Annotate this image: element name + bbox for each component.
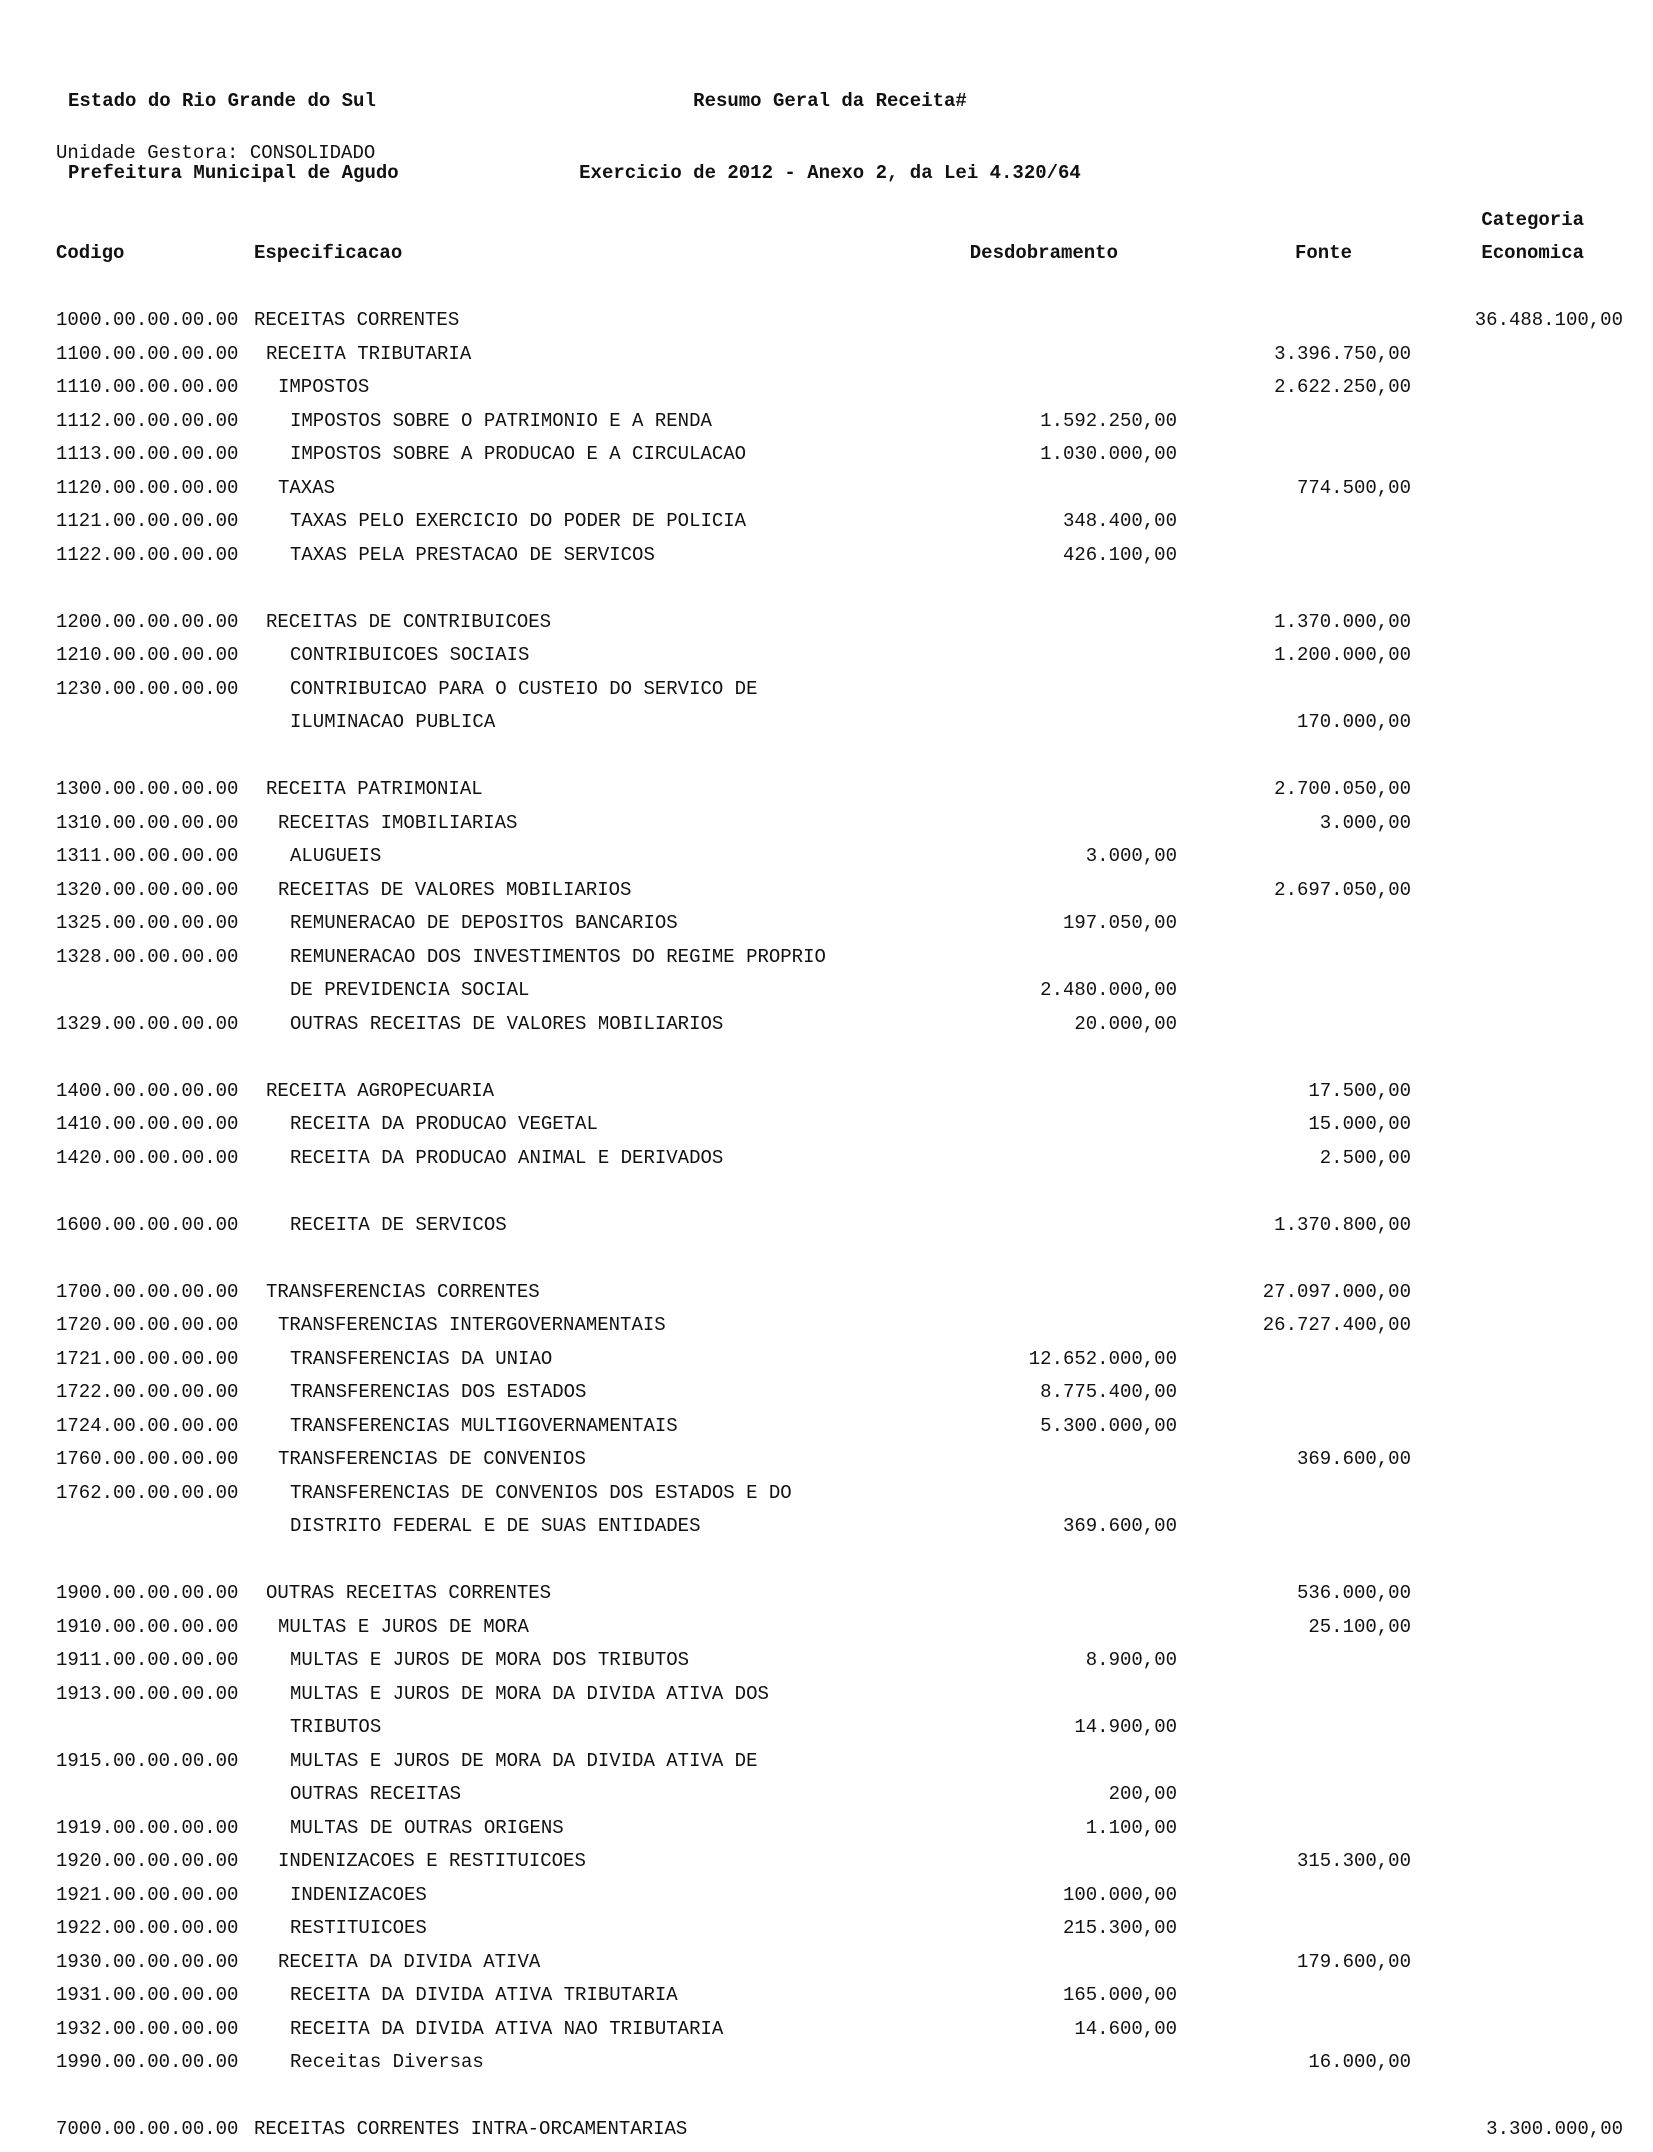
row-specification: RECEITA DA PRODUCAO ANIMAL E DERIVADOS bbox=[290, 1146, 724, 1169]
state-name: Estado do Rio Grande do Sul bbox=[68, 90, 376, 112]
row-specification: RECEITA PATRIMONIAL bbox=[266, 778, 483, 800]
table-row bbox=[56, 677, 1596, 711]
row-code: 1120.00.00.00.00 bbox=[56, 476, 239, 499]
row-fonte: 15.000,00 bbox=[1308, 1113, 1411, 1135]
row-code: 1760.00.00.00.00 bbox=[56, 1448, 239, 1470]
row-code: 1915.00.00.00.00 bbox=[56, 1749, 239, 1772]
row-code: 1931.00.00.00.00 bbox=[56, 1984, 239, 2006]
row-desdobramento: 2.480.000,00 bbox=[1040, 979, 1177, 1001]
row-fonte: 16.000,00 bbox=[1308, 2051, 1411, 2073]
row-fonte: 2.500,00 bbox=[1319, 1146, 1411, 1169]
row-code: 1230.00.00.00.00 bbox=[56, 677, 239, 700]
row-fonte: 26.727.400,00 bbox=[1262, 1314, 1411, 1336]
row-code: 1600.00.00.00.00 bbox=[56, 1213, 239, 1236]
row-specification: MULTAS E JUROS DE MORA DA DIVIDA ATIVA DE bbox=[290, 1749, 758, 1772]
row-desdobramento: 215.300,00 bbox=[1062, 1917, 1177, 1939]
row-categoria-economica: 3.300.000,00 bbox=[1486, 2118, 1623, 2140]
row-fonte: 369.600,00 bbox=[1296, 1448, 1411, 1470]
table-row bbox=[56, 1682, 1596, 1716]
row-code: 1400.00.00.00.00 bbox=[56, 1079, 239, 1102]
row-desdobramento: 1.100,00 bbox=[1085, 1816, 1177, 1839]
row-specification: RECEITA DA DIVIDA ATIVA NAO TRIBUTARIA bbox=[290, 2017, 724, 2040]
row-specification: INDENIZACOES bbox=[290, 1883, 427, 1906]
row-fonte: 1.200.000,00 bbox=[1274, 644, 1411, 666]
row-specification: RECEITAS CORRENTES bbox=[254, 309, 460, 331]
table-row bbox=[56, 610, 1596, 644]
table-row bbox=[56, 1012, 1596, 1046]
table-row bbox=[56, 978, 1596, 1012]
table-row bbox=[56, 1849, 1596, 1883]
table-row bbox=[56, 1146, 1596, 1180]
row-desdobramento: 12.652.000,00 bbox=[1028, 1347, 1177, 1370]
table-row bbox=[56, 1883, 1596, 1917]
revenue-table bbox=[56, 308, 1623, 2151]
row-code: 7000.00.00.00.00 bbox=[56, 2118, 239, 2140]
row-spacer bbox=[56, 1179, 1596, 1213]
table-row bbox=[56, 1280, 1596, 1314]
row-code: 1329.00.00.00.00 bbox=[56, 1012, 239, 1035]
table-row bbox=[56, 1581, 1596, 1615]
report-title: Resumo Geral da Receita# bbox=[693, 90, 967, 112]
row-specification: Receitas Diversas bbox=[290, 2051, 484, 2073]
table-row bbox=[56, 543, 1596, 577]
table-row bbox=[56, 878, 1596, 912]
table-row bbox=[56, 945, 1596, 979]
row-desdobramento: 14.600,00 bbox=[1074, 2017, 1177, 2040]
row-specification: TRANSFERENCIAS MULTIGOVERNAMENTAIS bbox=[290, 1414, 678, 1437]
row-code: 1210.00.00.00.00 bbox=[56, 644, 239, 666]
row-specification: RECEITA DA DIVIDA ATIVA bbox=[278, 1950, 541, 1973]
row-fonte: 3.000,00 bbox=[1319, 811, 1411, 834]
row-specification: RESTITUICOES bbox=[290, 1917, 427, 1939]
table-row bbox=[56, 1447, 1596, 1481]
row-desdobramento: 348.400,00 bbox=[1062, 510, 1177, 532]
row-desdobramento: 369.600,00 bbox=[1062, 1515, 1177, 1537]
row-desdobramento: 197.050,00 bbox=[1062, 912, 1177, 934]
row-fonte: 774.500,00 bbox=[1296, 476, 1411, 499]
table-row bbox=[56, 811, 1596, 845]
row-specification: MULTAS DE OUTRAS ORIGENS bbox=[290, 1816, 564, 1839]
row-specification: CONTRIBUICOES SOCIAIS bbox=[290, 644, 530, 666]
table-row bbox=[56, 1213, 1596, 1247]
row-fonte: 25.100,00 bbox=[1308, 1615, 1411, 1638]
row-specification: TRANSFERENCIAS DA UNIAO bbox=[290, 1347, 553, 1370]
row-specification: RECEITA DE SERVICOS bbox=[290, 1213, 507, 1236]
row-code: 1721.00.00.00.00 bbox=[56, 1347, 239, 1370]
table-row bbox=[56, 1414, 1596, 1448]
col-header-fonte: Fonte bbox=[1294, 242, 1352, 264]
row-desdobramento: 3.000,00 bbox=[1085, 845, 1177, 867]
row-specification: REMUNERACAO DOS INVESTIMENTOS DO REGIME PROPRIO bbox=[290, 945, 826, 968]
row-code: 1000.00.00.00.00 bbox=[56, 309, 239, 331]
row-fonte: 2.697.050,00 bbox=[1274, 878, 1411, 901]
row-spacer bbox=[56, 2084, 1596, 2118]
row-specification: TAXAS PELO EXERCICIO DO PODER DE POLICIA bbox=[290, 510, 747, 532]
row-fonte: 3.396.750,00 bbox=[1274, 342, 1411, 365]
row-code: 1200.00.00.00.00 bbox=[56, 610, 239, 633]
row-code: 1311.00.00.00.00 bbox=[56, 845, 239, 867]
row-specification: IMPOSTOS SOBRE O PATRIMONIO E A RENDA bbox=[290, 409, 712, 432]
row-desdobramento: 426.100,00 bbox=[1062, 543, 1177, 566]
row-specification: ILUMINACAO PUBLICA bbox=[290, 711, 496, 733]
row-specification: REMUNERACAO DE DEPOSITOS BANCARIOS bbox=[290, 912, 678, 934]
row-fonte: 17.500,00 bbox=[1308, 1079, 1411, 1102]
row-specification: TAXAS PELA PRESTACAO DE SERVICOS bbox=[290, 543, 655, 566]
row-code: 1420.00.00.00.00 bbox=[56, 1146, 239, 1169]
table-row bbox=[56, 643, 1596, 677]
row-code: 1720.00.00.00.00 bbox=[56, 1314, 239, 1336]
row-code: 1722.00.00.00.00 bbox=[56, 1381, 239, 1403]
row-specification: TRANSFERENCIAS DE CONVENIOS bbox=[278, 1448, 586, 1470]
row-fonte: 1.370.000,00 bbox=[1274, 610, 1411, 633]
row-fonte: 27.097.000,00 bbox=[1262, 1280, 1411, 1303]
row-specification: OUTRAS RECEITAS CORRENTES bbox=[266, 1582, 552, 1604]
row-desdobramento: 200,00 bbox=[1108, 1783, 1177, 1805]
table-row bbox=[56, 1615, 1596, 1649]
row-code: 1121.00.00.00.00 bbox=[56, 510, 239, 532]
row-fonte: 1.370.800,00 bbox=[1274, 1213, 1411, 1236]
row-code: 1930.00.00.00.00 bbox=[56, 1950, 239, 1973]
row-spacer bbox=[56, 1045, 1596, 1079]
row-categoria-economica: 36.488.100,00 bbox=[1474, 309, 1623, 331]
row-code: 1122.00.00.00.00 bbox=[56, 543, 239, 566]
table-row bbox=[56, 1313, 1596, 1347]
row-fonte: 170.000,00 bbox=[1296, 711, 1411, 733]
row-fonte: 179.600,00 bbox=[1296, 1950, 1411, 1973]
row-desdobramento: 5.300.000,00 bbox=[1040, 1414, 1177, 1437]
municipality-name: Prefeitura Municipal de Agudo bbox=[68, 162, 399, 184]
table-row bbox=[56, 308, 1623, 342]
row-specification: TRANSFERENCIAS CORRENTES bbox=[266, 1280, 540, 1303]
table-row bbox=[56, 409, 1596, 443]
row-specification: TRANSFERENCIAS DE CONVENIOS DOS ESTADOS E DO bbox=[290, 1481, 792, 1504]
table-row bbox=[56, 342, 1596, 376]
row-specification: IMPOSTOS bbox=[278, 376, 370, 398]
row-specification: DISTRITO FEDERAL E DE SUAS ENTIDADES bbox=[290, 1515, 701, 1537]
row-code: 1100.00.00.00.00 bbox=[56, 342, 239, 365]
row-desdobramento: 1.030.000,00 bbox=[1040, 443, 1177, 465]
table-row bbox=[56, 1715, 1596, 1749]
row-code: 1762.00.00.00.00 bbox=[56, 1481, 239, 1504]
row-code: 1921.00.00.00.00 bbox=[56, 1883, 239, 1906]
row-desdobramento: 8.775.400,00 bbox=[1040, 1381, 1177, 1403]
col-header-desdobramento: Desdobramento bbox=[969, 242, 1118, 264]
row-specification: IMPOSTOS SOBRE A PRODUCAO E A CIRCULACAO bbox=[290, 443, 747, 465]
col-header-especificacao: Especificacao bbox=[254, 242, 403, 264]
table-row bbox=[56, 1347, 1596, 1381]
row-specification: ALUGUEIS bbox=[290, 845, 382, 867]
report-subtitle: Exercicio de 2012 - Anexo 2, da Lei 4.320/64 bbox=[579, 162, 1081, 184]
table-row bbox=[56, 1782, 1596, 1816]
row-specification: CONTRIBUICAO PARA O CUSTEIO DO SERVICO DE bbox=[290, 677, 758, 700]
row-code: 1320.00.00.00.00 bbox=[56, 878, 239, 901]
row-specification: MULTAS E JUROS DE MORA bbox=[278, 1615, 529, 1638]
row-fonte: 2.700.050,00 bbox=[1274, 778, 1411, 800]
row-specification: TRIBUTOS bbox=[290, 1716, 382, 1738]
table-row bbox=[56, 1816, 1596, 1850]
row-desdobramento: 100.000,00 bbox=[1062, 1883, 1177, 1906]
row-desdobramento: 14.900,00 bbox=[1074, 1716, 1177, 1738]
table-row bbox=[56, 476, 1596, 510]
row-code: 1325.00.00.00.00 bbox=[56, 912, 239, 934]
table-row bbox=[56, 1514, 1596, 1548]
row-fonte: 2.622.250,00 bbox=[1274, 376, 1411, 398]
row-specification: RECEITA DA DIVIDA ATIVA TRIBUTARIA bbox=[290, 1984, 678, 2006]
table-row bbox=[56, 2117, 1623, 2151]
table-row bbox=[56, 442, 1596, 476]
row-desdobramento: 165.000,00 bbox=[1062, 1984, 1177, 2006]
row-specification: RECEITAS DE CONTRIBUICOES bbox=[266, 610, 552, 633]
row-specification: RECEITA DA PRODUCAO VEGETAL bbox=[290, 1113, 598, 1135]
table-row bbox=[56, 844, 1596, 878]
row-desdobramento: 20.000,00 bbox=[1074, 1012, 1177, 1035]
table-row bbox=[56, 911, 1596, 945]
table-row bbox=[56, 375, 1596, 409]
row-fonte: 315.300,00 bbox=[1296, 1850, 1411, 1872]
header-center bbox=[570, 41, 1090, 209]
table-row bbox=[56, 1950, 1596, 1984]
table-row bbox=[56, 1648, 1596, 1682]
row-specification: RECEITAS IMOBILIARIAS bbox=[278, 811, 518, 834]
row-code: 1328.00.00.00.00 bbox=[56, 945, 239, 968]
col-header-economica: Economica bbox=[1481, 242, 1584, 264]
row-code: 1724.00.00.00.00 bbox=[56, 1414, 239, 1437]
row-specification: TRANSFERENCIAS INTERGOVERNAMENTAIS bbox=[278, 1314, 666, 1336]
table-row bbox=[56, 777, 1596, 811]
row-specification: OUTRAS RECEITAS bbox=[290, 1783, 462, 1805]
row-code: 1990.00.00.00.00 bbox=[56, 2051, 239, 2073]
table-row bbox=[56, 1079, 1596, 1113]
row-desdobramento: 8.900,00 bbox=[1085, 1649, 1177, 1671]
row-specification: MULTAS E JUROS DE MORA DOS TRIBUTOS bbox=[290, 1649, 690, 1671]
row-specification: MULTAS E JUROS DE MORA DA DIVIDA ATIVA DOS bbox=[290, 1682, 769, 1705]
table-row bbox=[56, 1749, 1596, 1783]
row-specification: DE PREVIDENCIA SOCIAL bbox=[290, 979, 530, 1001]
col-header-categoria: Categoria bbox=[1481, 209, 1584, 231]
table-row bbox=[56, 1916, 1596, 1950]
row-code: 1300.00.00.00.00 bbox=[56, 778, 239, 800]
row-specification: RECEITAS DE VALORES MOBILIARIOS bbox=[278, 878, 632, 901]
table-row bbox=[56, 509, 1596, 543]
row-specification: OUTRAS RECEITAS DE VALORES MOBILIARIOS bbox=[290, 1012, 724, 1035]
row-code: 1920.00.00.00.00 bbox=[56, 1850, 239, 1872]
table-row bbox=[56, 1481, 1596, 1515]
row-specification: INDENIZACOES E RESTITUICOES bbox=[278, 1850, 586, 1872]
row-specification: RECEITA AGROPECUARIA bbox=[266, 1079, 495, 1102]
row-code: 1919.00.00.00.00 bbox=[56, 1816, 239, 1839]
row-code: 1112.00.00.00.00 bbox=[56, 409, 239, 432]
row-code: 1922.00.00.00.00 bbox=[56, 1917, 239, 1939]
row-code: 1113.00.00.00.00 bbox=[56, 443, 239, 465]
row-spacer bbox=[56, 744, 1596, 778]
table-row bbox=[56, 710, 1596, 744]
row-code: 1913.00.00.00.00 bbox=[56, 1682, 239, 1705]
row-specification: TAXAS bbox=[278, 476, 336, 499]
row-spacer bbox=[56, 1548, 1596, 1582]
row-specification: TRANSFERENCIAS DOS ESTADOS bbox=[290, 1381, 587, 1403]
unit-label: Unidade Gestora: CONSOLIDADO bbox=[56, 142, 376, 164]
row-spacer bbox=[56, 576, 1596, 610]
row-code: 1900.00.00.00.00 bbox=[56, 1582, 239, 1604]
table-row bbox=[56, 2050, 1596, 2084]
row-code: 1110.00.00.00.00 bbox=[56, 376, 239, 398]
row-specification: RECEITA TRIBUTARIA bbox=[266, 342, 472, 365]
row-code: 1911.00.00.00.00 bbox=[56, 1649, 239, 1671]
row-code: 1932.00.00.00.00 bbox=[56, 2017, 239, 2040]
table-row bbox=[56, 1380, 1596, 1414]
table-row bbox=[56, 2017, 1596, 2051]
row-fonte: 536.000,00 bbox=[1296, 1582, 1411, 1604]
row-code: 1410.00.00.00.00 bbox=[56, 1113, 239, 1135]
row-spacer bbox=[56, 1246, 1596, 1280]
col-header-codigo: Codigo bbox=[56, 242, 125, 264]
table-row bbox=[56, 1112, 1596, 1146]
header-left bbox=[68, 41, 399, 209]
row-code: 1910.00.00.00.00 bbox=[56, 1615, 239, 1638]
row-code: 1310.00.00.00.00 bbox=[56, 811, 239, 834]
row-code: 1700.00.00.00.00 bbox=[56, 1280, 239, 1303]
row-desdobramento: 1.592.250,00 bbox=[1040, 409, 1177, 432]
row-specification: RECEITAS CORRENTES INTRA-ORCAMENTARIAS bbox=[254, 2118, 688, 2140]
table-row bbox=[56, 1983, 1596, 2017]
